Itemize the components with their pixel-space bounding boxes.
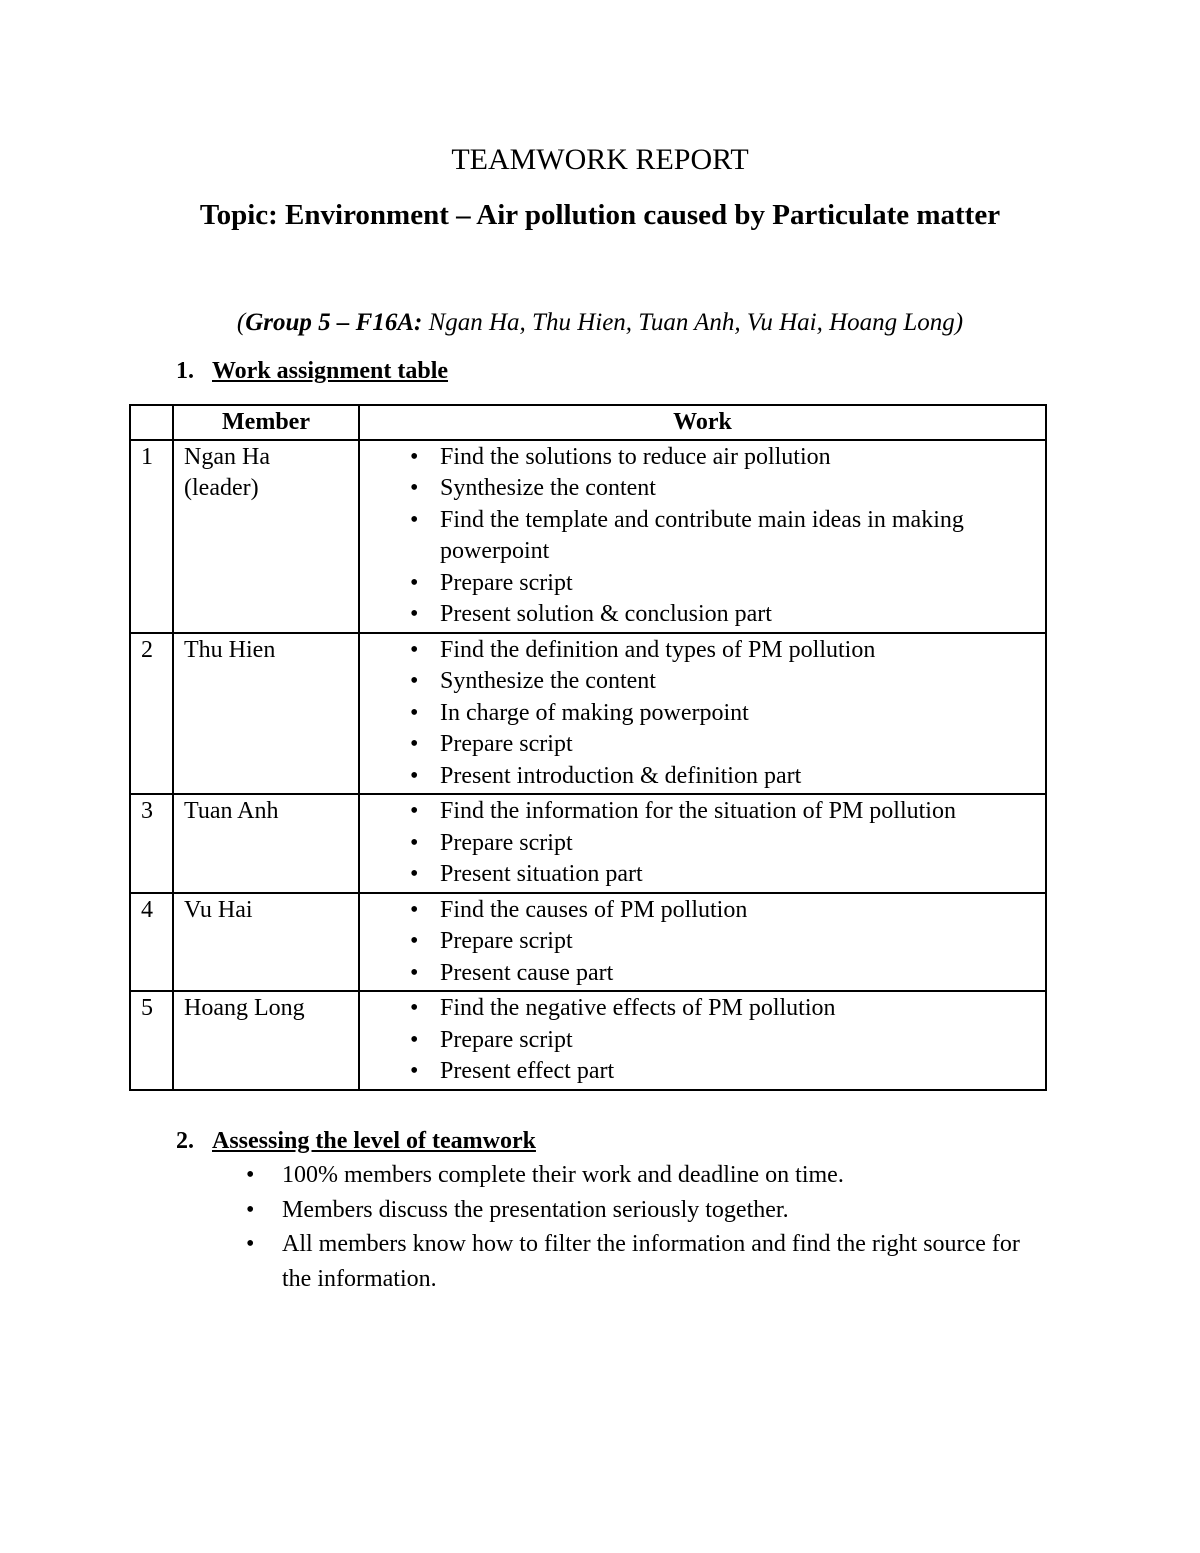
group-colon: : bbox=[414, 309, 423, 336]
row-number: 2 bbox=[130, 633, 173, 795]
member-name: Tuan Anh bbox=[173, 794, 359, 893]
member-name: Vu Hai bbox=[173, 893, 359, 992]
header-number bbox=[130, 405, 173, 440]
task-item: • Present effect part bbox=[370, 1056, 1035, 1088]
table-header-row bbox=[130, 405, 1046, 440]
task-item: • Find the negative effects of PM pollution bbox=[370, 993, 1035, 1025]
assessment-item: • Members discuss the presentation seriously together. bbox=[246, 1193, 1046, 1228]
work-cell bbox=[359, 991, 1046, 1090]
task-list bbox=[370, 895, 1035, 990]
task-list bbox=[370, 442, 1035, 631]
work-assignment-table bbox=[129, 404, 1047, 1091]
task-item: • Present introduction & definition part bbox=[370, 761, 1035, 793]
section-heading-work-assignment bbox=[176, 355, 448, 387]
row-number: 1 bbox=[130, 440, 173, 633]
task-item: • Present cause part bbox=[370, 958, 1035, 990]
work-cell bbox=[359, 794, 1046, 893]
group-members: Ngan Ha, Thu Hien, Tuan Anh, Vu Hai, Hoang Long) bbox=[422, 309, 964, 336]
task-item: • Prepare script bbox=[370, 729, 1035, 761]
row-number: 4 bbox=[130, 893, 173, 992]
work-cell bbox=[359, 633, 1046, 795]
task-item: • Present situation part bbox=[370, 859, 1035, 891]
task-item: • Synthesize the content bbox=[370, 473, 1035, 505]
header-member: Member bbox=[173, 405, 359, 440]
task-item: • Prepare script bbox=[370, 1025, 1035, 1057]
task-item: • Find the causes of PM pollution bbox=[370, 895, 1035, 927]
report-title: TEAMWORK REPORT bbox=[451, 143, 749, 176]
task-list bbox=[370, 993, 1035, 1088]
assessment-list bbox=[246, 1158, 1046, 1296]
task-item: • Present solution & conclusion part bbox=[370, 599, 1035, 631]
task-item: • Prepare script bbox=[370, 828, 1035, 860]
section-title: Assessing the level of teamwork bbox=[212, 1128, 536, 1154]
task-item: • Prepare script bbox=[370, 926, 1035, 958]
table-body bbox=[130, 440, 1046, 1090]
task-item: • Find the solutions to reduce air pollution bbox=[370, 442, 1035, 474]
row-number: 3 bbox=[130, 794, 173, 893]
table-row bbox=[130, 633, 1046, 795]
group-open: ( bbox=[236, 309, 246, 336]
task-item: • Find the information for the situation of PM pollution bbox=[370, 796, 1035, 828]
section-number: 2. bbox=[176, 1128, 194, 1154]
assessment-item: • All members know how to filter the information and find the right source for the information. bbox=[246, 1227, 1046, 1296]
group-label: Group 5 – F16A bbox=[245, 309, 414, 336]
work-cell bbox=[359, 440, 1046, 633]
task-item: • Prepare script bbox=[370, 568, 1035, 600]
group-line bbox=[0, 306, 1200, 340]
header-work: Work bbox=[359, 405, 1046, 440]
task-item: • Synthesize the content bbox=[370, 666, 1035, 698]
task-list bbox=[370, 796, 1035, 891]
table-row bbox=[130, 991, 1046, 1090]
work-cell bbox=[359, 893, 1046, 992]
task-item: • Find the template and contribute main ideas in making powerpoint bbox=[370, 505, 1035, 568]
row-number: 5 bbox=[130, 991, 173, 1090]
section-number: 1. bbox=[176, 358, 194, 384]
report-topic: Topic: Environment – Air pollution caused by Particulate matter bbox=[199, 199, 1001, 231]
task-item: • In charge of making powerpoint bbox=[370, 698, 1035, 730]
section-title: Work assignment table bbox=[212, 358, 449, 384]
table-row bbox=[130, 893, 1046, 992]
member-name: Hoang Long bbox=[173, 991, 359, 1090]
table-row bbox=[130, 440, 1046, 633]
member-name: Ngan Ha (leader) bbox=[173, 440, 359, 633]
member-name: Thu Hien bbox=[173, 633, 359, 795]
table-row bbox=[130, 794, 1046, 893]
task-item: • Find the definition and types of PM pollution bbox=[370, 635, 1035, 667]
task-list bbox=[370, 635, 1035, 793]
assessment-item: • 100% members complete their work and deadline on time. bbox=[246, 1158, 1046, 1193]
section-heading-assessment bbox=[176, 1125, 536, 1157]
